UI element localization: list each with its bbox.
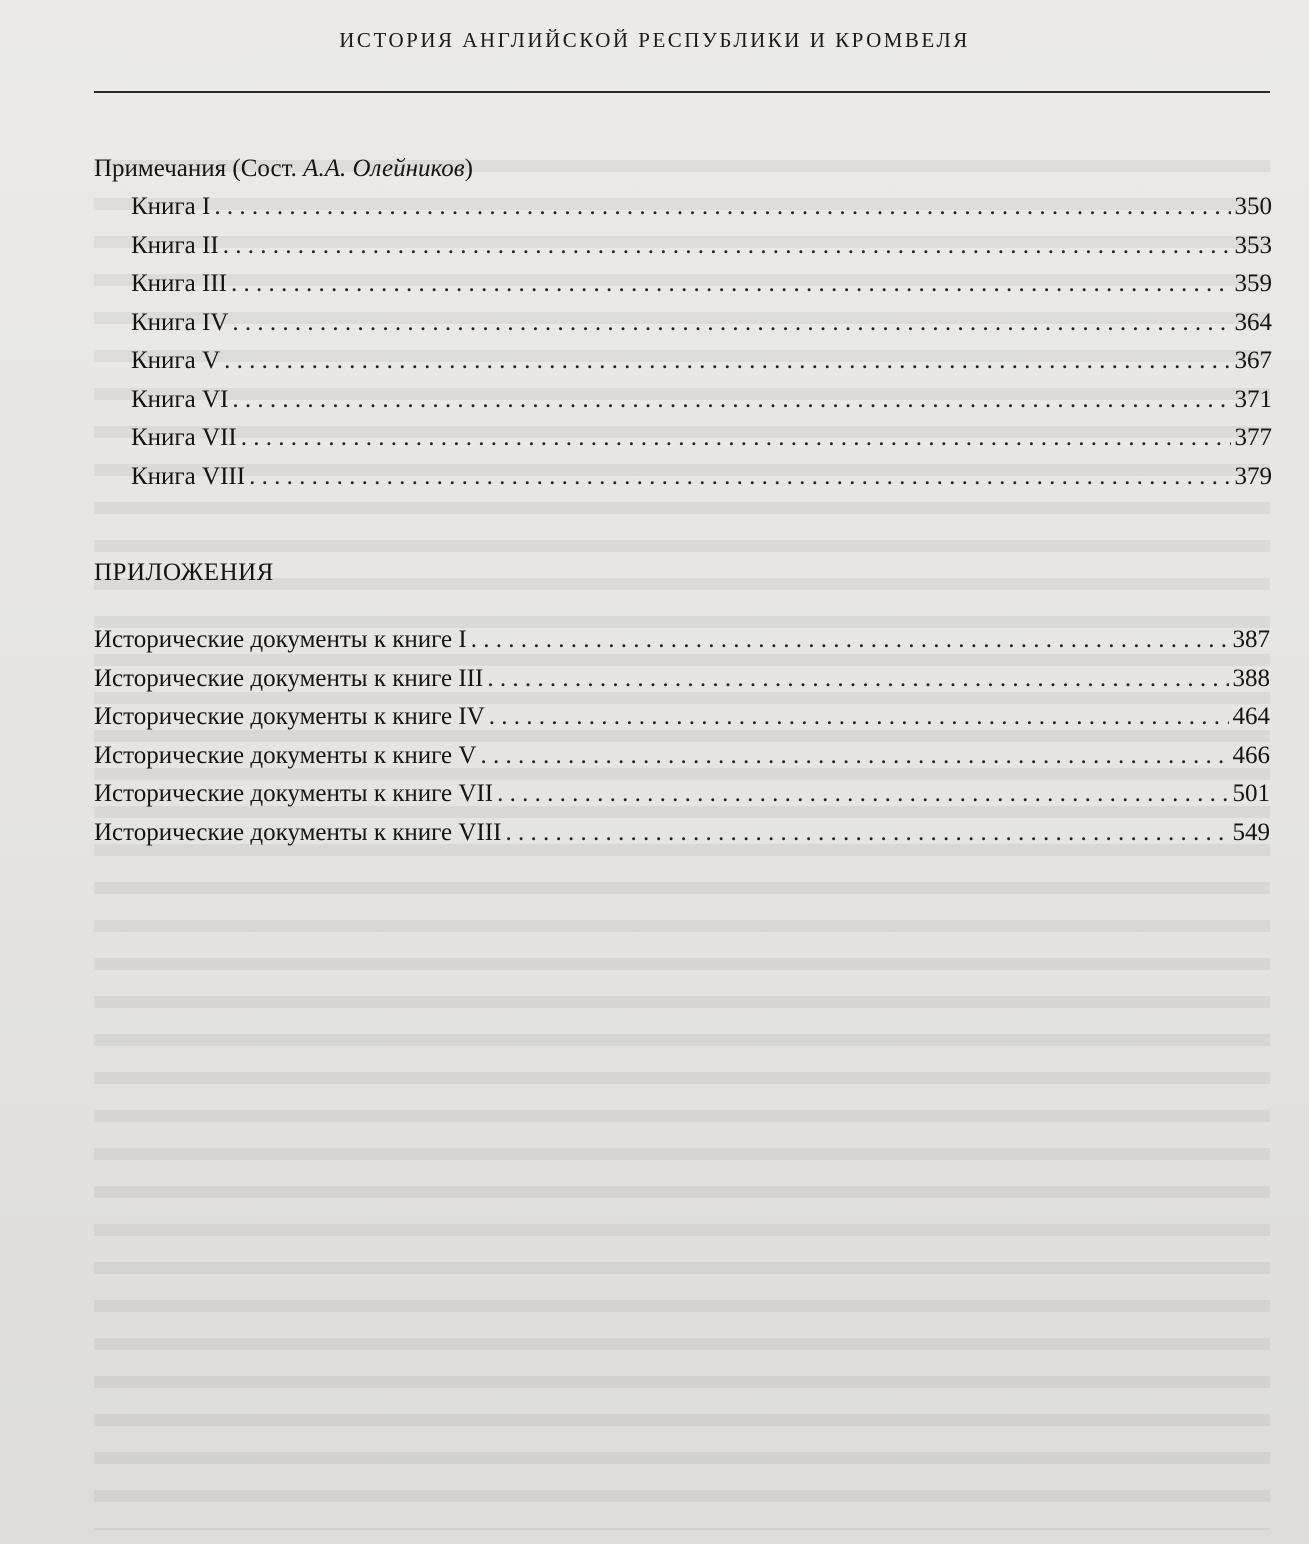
dot-leader (497, 775, 1228, 814)
toc-entry-notes-book-6 (94, 381, 1272, 420)
dot-leader (224, 342, 1230, 381)
toc-entry-page: 359 (1234, 270, 1272, 297)
toc-entry-page: 388 (1232, 664, 1270, 692)
toc-entry-page: 464 (1232, 703, 1270, 730)
toc-entry-appendix-3 (94, 698, 1270, 737)
toc-entry-label: Книга I (131, 193, 211, 220)
notes-title-prefix: Примечания (Сост. (94, 155, 304, 182)
running-head: ИСТОРИЯ АНГЛИЙСКОЙ РЕСПУБЛИКИ И КРОМВЕЛЯ (339, 28, 970, 52)
notes-title (94, 150, 1272, 188)
toc-entry-page: 377 (1234, 424, 1272, 451)
toc-entry-page: 364 (1234, 308, 1272, 336)
header-rule (94, 91, 1270, 93)
toc-entry-label: Книга VII (131, 424, 237, 451)
toc-entry-label: Исторические документы к книге VII (94, 780, 494, 807)
toc-entry-label: Книга II (131, 231, 219, 259)
toc-entry-page: 387 (1232, 626, 1270, 653)
toc-entry-notes-book-2 (94, 227, 1272, 266)
toc-entry-appendix-5 (94, 775, 1270, 814)
toc-entry-page: 379 (1234, 462, 1272, 490)
toc-entry-page: 353 (1234, 231, 1272, 259)
dot-leader (231, 265, 1230, 304)
dot-leader (480, 737, 1228, 776)
dot-leader (232, 381, 1230, 420)
dot-leader (489, 698, 1229, 737)
toc-entry-page: 549 (1232, 818, 1270, 846)
toc-entry-appendix-2 (94, 660, 1270, 699)
toc-entry-page: 466 (1232, 741, 1270, 769)
toc-entry-label: Книга IV (131, 308, 229, 336)
toc-entry-notes-book-7 (94, 419, 1272, 458)
toc-entry-label: Книга III (131, 270, 228, 297)
toc-entry-notes-book-5 (94, 342, 1272, 381)
dot-leader (487, 660, 1228, 699)
toc-entry-label: Исторические документы к книге V (94, 741, 477, 769)
dot-leader (241, 419, 1231, 458)
toc-entry-page: 350 (1234, 193, 1272, 220)
toc-entry-notes-book-1 (94, 188, 1272, 227)
dot-leader (232, 304, 1230, 343)
toc-entry-label: Исторические документы к книге I (94, 626, 467, 653)
toc-entry-label: Исторические документы к книге III (94, 664, 484, 692)
notes-title-suffix: ) (464, 155, 473, 182)
dot-leader (214, 188, 1230, 227)
toc-entry-page: 371 (1234, 385, 1272, 413)
dot-leader (223, 227, 1231, 266)
notes-section (94, 150, 1272, 496)
appendix-heading: ПРИЛОЖЕНИЯ (94, 559, 274, 586)
toc-entry-label: Книга VIII (131, 462, 246, 490)
notes-compiler: А.А. Олейников (303, 155, 465, 182)
toc-entry-label: Книга V (131, 347, 221, 374)
toc-entry-notes-book-8 (94, 458, 1272, 497)
toc-entry-page: 501 (1232, 780, 1270, 807)
dot-leader (471, 621, 1229, 660)
toc-entry-label: Исторические документы к книге VIII (94, 818, 502, 846)
toc-entry-label: Книга VI (131, 385, 229, 413)
toc-entry-appendix-1 (94, 621, 1270, 660)
appendix-section (94, 621, 1270, 852)
toc-entry-appendix-6 (94, 814, 1270, 853)
toc-entry-label: Исторические документы к книге IV (94, 703, 485, 730)
dot-leader (249, 458, 1230, 497)
toc-entry-appendix-4 (94, 737, 1270, 776)
toc-entry-notes-book-3 (94, 265, 1272, 304)
toc-entry-page: 367 (1234, 347, 1272, 374)
dot-leader (505, 814, 1228, 853)
toc-entry-notes-book-4 (94, 304, 1272, 343)
